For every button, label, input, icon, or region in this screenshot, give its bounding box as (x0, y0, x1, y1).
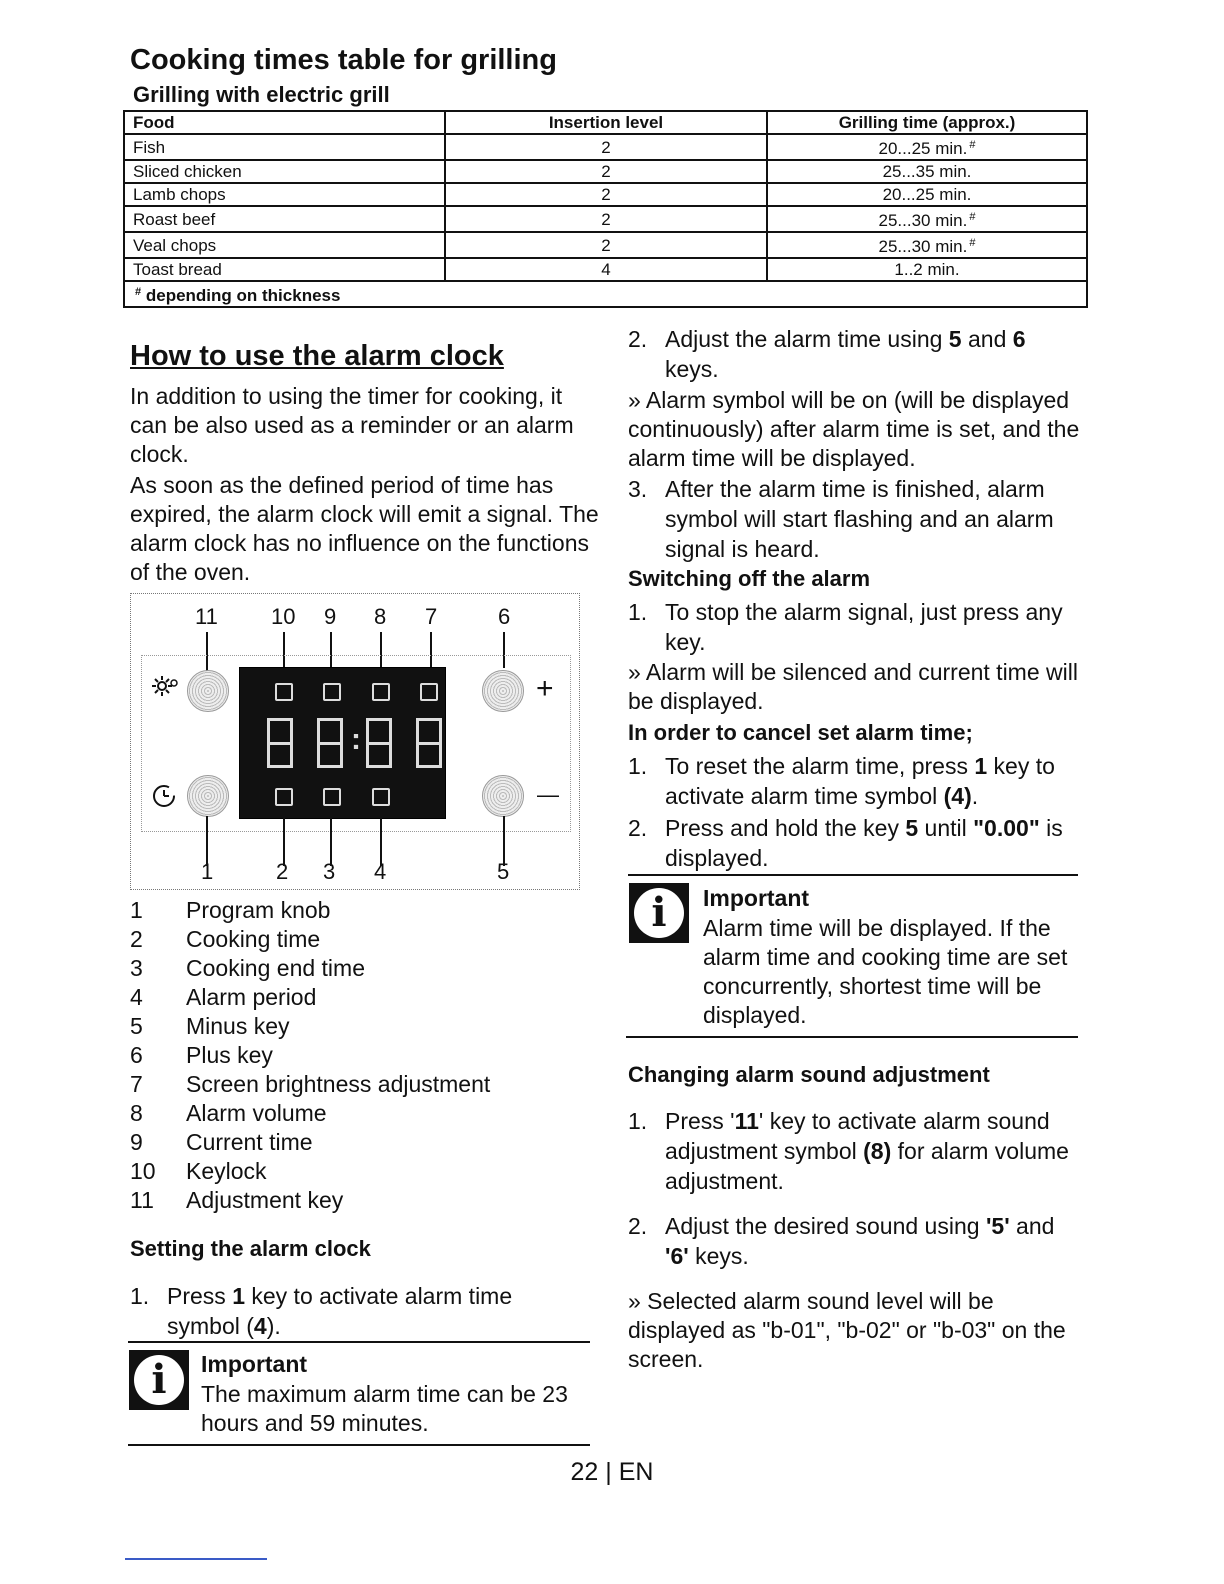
brightness-icon (420, 683, 438, 701)
cell-level: 2 (445, 160, 767, 183)
plus-key[interactable] (482, 670, 524, 712)
sound-step-2 (628, 1211, 1088, 1271)
info-icon: i (629, 883, 689, 943)
time-value: 20...25 min. (882, 185, 972, 204)
table-row (124, 134, 1087, 160)
callout-number-7: 7 (425, 604, 438, 629)
cell-food: Toast bread (124, 258, 445, 281)
timer-icon (151, 782, 179, 810)
time-value: 25...35 min. (882, 162, 972, 181)
legend-text: Program knob (186, 897, 331, 923)
legend-number: 4 (130, 984, 143, 1010)
step-number: 2. (628, 326, 648, 352)
legend-text: Alarm volume (186, 1100, 327, 1126)
step-text: After the alarm time is finished, alarm symbol will start flashing and an alarm signal is heard. (665, 476, 1054, 562)
legend-number: 11 (130, 1187, 154, 1213)
oven-display-screen (239, 667, 446, 819)
setting-alarm-heading: Setting the alarm clock (130, 1236, 371, 1261)
minus-key[interactable] (482, 775, 524, 817)
time-value: 25...30 min. (878, 211, 968, 230)
thickness-mark: # (969, 139, 976, 151)
program-knob[interactable] (187, 775, 229, 817)
sun-gear-icon (151, 674, 179, 704)
cell-level: 2 (445, 134, 767, 160)
divider (128, 1341, 590, 1343)
footnote-text: depending on thickness (145, 286, 341, 305)
cell-food: Fish (124, 134, 445, 160)
list-item (130, 1099, 590, 1128)
table-row (124, 183, 1087, 206)
step-number: 1. (628, 1108, 648, 1134)
table-subtitle: Grilling with electric grill (133, 82, 390, 107)
legend-text: Alarm period (186, 984, 317, 1010)
step-text: To stop the alarm signal, just press any key. (665, 599, 1063, 655)
cell-level: 2 (445, 206, 767, 232)
legend-number: 1 (130, 897, 143, 923)
cell-level: 2 (445, 183, 767, 206)
step-text: Press '11' key to activate alarm sound adjustment symbol (8) for alarm volume adjustment. (665, 1108, 1069, 1194)
legend-number: 5 (130, 1013, 143, 1039)
page-title: Cooking times table for grilling (130, 44, 557, 76)
list-item (130, 896, 590, 925)
table-footnote-row (124, 281, 1087, 307)
step-text: Adjust the desired sound using '5' and '6' keys. (665, 1213, 1055, 1269)
col-header-food: Food (124, 111, 445, 134)
step-text: To reset the alarm time, press 1 key to activate alarm time symbol (4). (665, 753, 1055, 809)
callout-number-4: 4 (374, 859, 387, 884)
switching-off-heading: Switching off the alarm (628, 566, 871, 591)
legend-text: Current time (186, 1129, 313, 1155)
alarm-step-3 (628, 474, 1088, 564)
callout-number-6: 6 (498, 604, 511, 629)
callout-line (380, 808, 382, 866)
callout-number-8: 8 (374, 604, 387, 629)
cell-level: 4 (445, 258, 767, 281)
cancel-step-2 (628, 813, 1088, 873)
grilling-times-table (123, 110, 1088, 308)
callout-number-1: 1 (201, 859, 214, 884)
alarm-step-2 (628, 324, 1088, 384)
step-text: Press and hold the key 5 until "0.00" is displayed. (665, 815, 1063, 871)
callout-number-3: 3 (323, 859, 336, 884)
legend-text: Cooking end time (186, 955, 365, 981)
col-header-grilling-time: Grilling time (approx.) (767, 111, 1087, 134)
callout-line (330, 808, 332, 866)
page-number: 22 | EN (570, 1458, 654, 1486)
table-row (124, 258, 1087, 281)
setting-step-1 (130, 1281, 590, 1341)
thickness-mark: # (969, 237, 976, 249)
legend-number: 10 (130, 1158, 156, 1184)
cancel-alarm-heading: In order to cancel set alarm time; (628, 720, 973, 745)
digit-segment (416, 718, 442, 768)
cooking-time-icon (275, 788, 293, 806)
callout-line (283, 808, 285, 866)
cell-time (767, 183, 1087, 206)
info-icon: i (129, 1350, 189, 1410)
legend-text: Plus key (186, 1042, 273, 1068)
cell-time (767, 160, 1087, 183)
legend-text: Minus key (186, 1013, 290, 1039)
cell-level: 2 (445, 232, 767, 258)
alarm-sound-heading: Changing alarm sound adjustment (628, 1062, 990, 1087)
divider (128, 1444, 590, 1446)
list-item (130, 1070, 590, 1099)
list-item (130, 1157, 590, 1186)
result-note: » Alarm symbol will be on (will be displayed continuously) after alarm time is set, and the alarm time will be displayed. (628, 387, 1080, 471)
list-item (130, 954, 590, 983)
important-text: Alarm time will be displayed. If the alarm time and cooking time are set concurrently, shortest time will be displayed. (703, 915, 1068, 1028)
legend-text: Keylock (186, 1158, 267, 1184)
table-row (124, 206, 1087, 232)
step-number: 1. (628, 599, 648, 625)
list-item (130, 983, 590, 1012)
list-item (130, 1128, 590, 1157)
alarm-intro-paragraph: In addition to using the timer for cooking, it can be also used as a reminder or an alarm clock. (130, 383, 574, 467)
legend-number: 6 (130, 1042, 143, 1068)
cell-food: Sliced chicken (124, 160, 445, 183)
digit-segment (267, 718, 293, 768)
step-number: 2. (628, 1213, 648, 1239)
table-row (124, 232, 1087, 258)
important-text: The maximum alarm time can be 23 hours and 59 minutes. (201, 1381, 568, 1436)
footer-link-line (125, 1558, 267, 1560)
cell-food: Veal chops (124, 232, 445, 258)
alarm-bell-icon (372, 788, 390, 806)
cooking-end-time-icon (323, 788, 341, 806)
cell-time (767, 134, 1087, 160)
step-number: 2. (628, 815, 648, 841)
cell-food: Roast beef (124, 206, 445, 232)
step-text: Adjust the alarm time using 5 and 6 keys. (665, 326, 1026, 382)
clock-icon (323, 683, 341, 701)
sound-step-1 (628, 1106, 1098, 1196)
legend-text: Screen brightness adjustment (186, 1071, 491, 1097)
legend-number: 7 (130, 1071, 143, 1097)
list-item (130, 1012, 590, 1041)
list-item (130, 1041, 590, 1070)
cell-time (767, 206, 1087, 232)
step-number: 1. (628, 753, 648, 779)
legend-number: 8 (130, 1100, 143, 1126)
time-value: 25...30 min. (878, 237, 968, 256)
callout-number-2: 2 (276, 859, 289, 884)
result-note: » Alarm will be silenced and current time will be displayed. (628, 659, 1078, 714)
callout-number-9: 9 (324, 604, 337, 629)
important-heading: Important (201, 1351, 308, 1377)
volume-icon (372, 683, 390, 701)
table-header-row (124, 111, 1087, 134)
keylock-icon (275, 683, 293, 701)
switch-step-1 (628, 597, 1088, 657)
cancel-step-1 (628, 751, 1088, 811)
time-value: 20...25 min. (878, 139, 968, 158)
legend-number: 3 (130, 955, 143, 981)
col-header-insertion-level: Insertion level (445, 111, 767, 134)
alarm-section-heading: How to use the alarm clock (130, 340, 504, 372)
alarm-intro-paragraph-2: As soon as the defined period of time has expired, the alarm clock will emit a signal. The alarm clock has no influence on the functions of the oven. (130, 472, 599, 585)
display-colon: : (351, 723, 361, 756)
step-number: 1. (130, 1283, 150, 1309)
cell-time (767, 232, 1087, 258)
plus-sign: + (536, 672, 554, 705)
time-value: 1..2 min. (894, 260, 960, 279)
important-heading: Important (703, 885, 810, 911)
thickness-mark: # (969, 211, 976, 223)
cell-food: Lamb chops (124, 183, 445, 206)
digit-segment (317, 718, 343, 768)
table-row (124, 160, 1087, 183)
callout-number-11: 11 (195, 604, 218, 629)
divider (626, 1036, 1078, 1038)
legend-text: Cooking time (186, 926, 321, 952)
step-number: 3. (628, 476, 648, 502)
legend-text: Adjustment key (186, 1187, 344, 1213)
digit-segment (366, 718, 392, 768)
step-text: Press 1 key to activate alarm time symbol (4). (167, 1283, 513, 1339)
footnote-mark: # (135, 286, 142, 298)
callout-number-5: 5 (497, 859, 510, 884)
legend-number: 2 (130, 926, 143, 952)
divider (628, 874, 1078, 876)
minus-sign: — (537, 782, 559, 807)
table-footnote (124, 281, 1087, 307)
list-item (130, 925, 590, 954)
legend-number: 9 (130, 1129, 143, 1155)
list-item (130, 1186, 590, 1215)
control-panel-diagram (130, 593, 580, 890)
result-note: » Selected alarm sound level will be displayed as "b-01", "b-02" or "b-03" on the screen. (628, 1288, 1066, 1372)
callout-number-10: 10 (271, 604, 296, 629)
cell-time (767, 258, 1087, 281)
adjustment-knob[interactable] (187, 670, 229, 712)
